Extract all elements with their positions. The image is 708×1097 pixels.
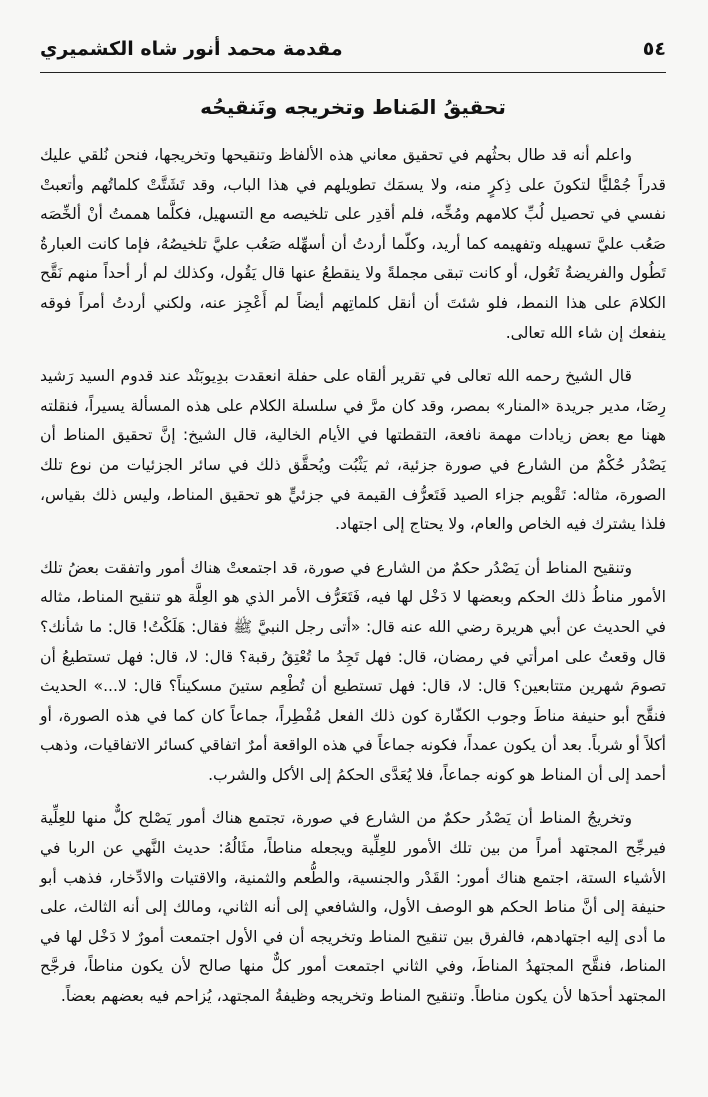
page-header bbox=[40, 38, 666, 70]
header-rule bbox=[40, 72, 666, 73]
body-text bbox=[40, 141, 666, 1012]
section-title: تحقيقُ المَناط وتخريجه وتَنقيحُه bbox=[200, 95, 506, 119]
paragraph-2: قال الشيخ رحمه الله تعالى في تقرير ألقاه على حفلة انعقدت بدِيوبَنْد عند قدوم السيد رَشيد رِضَا، مدير جريدة «المنار» بمصر، وقد كان مرَّ في سلسلة الكلام على هذه المسألة يسيراً، فنقلته ههنا مع بعض زيادات مهمة نافعة، التقطتها في الأيام الخالية، قال الشيخ: إنَّ تحقيق المناط أن يَصْدُر حُكْمٌ من الشارع في صورة جزئية، ثم يَثْبُت ويُحقَّق ذلك في سائر الجزئيات من نوع تلك الصورة، مثاله: تَقْويم جزاء الصيد فَتَعرُّف القيمة في جزئيٍّ هو تحقيق المناط، وليس ذلك بقياس، فلذا يشترك فيه الخاص والعام، ولا يحتاج إلى اجتهاد. bbox=[40, 367, 666, 534]
page-number: ٥٤ bbox=[642, 38, 666, 60]
paragraph-1: واعلم أنه قد طال بحثُهم في تحقيق معاني هذه الألفاظ وتنقيحها وتخريجها، فنحن نُلقي عليك قدراً جُمْليًّا لتكونَ على ذِكرٍ منه، ولا يسمَك تطويلهم في هذا الباب، وقد تَشَتَّتْ كلماتُهم وأتعبتْ نفسي في تحصيل لُبِّ كلامهم ومُخِّه، فلم أقدِر على تلخيصه مع التسهيل، فكلَّما هممتُ أنْ ألخِّصَه صَعُب عليَّ تسهيله وتفهيمه كما أريد، وكلّما أردتُ أن أسهِّله صَعُب عليَّ تلخيصُهُ، فإما كانت العبارةُ تَطُول والفريضةُ تَعُول، أو كانت تبقى مجملةً ولا ينقطعُ عنها قال يَقُول، وكذلك لم أر أحداً منهم نَقَّح الكلامَ على هذا النمط، فلو شئتَ أن أنقل كلماتِهم أيضاً لم أَعْجِز عنه، ولكني أردتُ أمراً فوقه ينفعك إن شاء الله تعالى. bbox=[40, 146, 666, 342]
running-title: مقدمة محمد أنور شاه الكشميري bbox=[40, 38, 343, 60]
paragraph-3: وتنقيح المناط أن يَصْدُر حكمٌ من الشارع في صورة، قد اجتمعتْ هناك أمور واتفقت بعضُ تلك الأمور مناطُ ذلك الحكم وبعضها لا دَخْل لها فيه، فَتَعَرُّف الأمر الذي هو العِلَّة هو تنقيح المناط، مثاله في الحديث عن أبي هريرة رضي الله عنه قال: «أتى رجل النبيَّ ﷺ فقال: هَلَكْتُ! قال: ما شأنك؟ قال وقعتُ على امرأتي في رمضان، قال: فهل تَجِدُ ما تُعْتِقُ رقبة؟ قال: لا، قال: فهل تستطيعُ أن تصومَ شهرين متتابعين؟ قال: لا، قال: فهل تستطيع أن تُطْعِم ستينَ مسكيناً؟ قال: لا...» الحديث فنقَّح أبو حنيفة مناطَ وجوب الكفّارة كون ذلك الفعل مُفْطِراً، جماعاً كان كما في هذه الصورة، أو أكلاً أو شرباً. بعد أن يكون عمداً، فكونه جماعاً في هذه الواقعة أمرٌ اتفاقي كسائر الاتفاقيات، وذهب أحمد إلى أن المناط هو كونه جماعاً، فلا يُعَدَّى الحكمُ إلى الأكل والشرب. bbox=[40, 558, 666, 784]
paragraph-4: وتخريجُ المناط أن يَصْدُر حكمٌ من الشارع في صورة، تجتمع هناك أمور يَصْلح كلٌّ منها للعِلِّية فيرجِّح المجتهد أمراً من بين تلك الأمور للعِلِّية ويجعله مناطاً، مثَالُهُ: حديث النَّهي عن الربا في الأشياء الستة، اجتمع هناك أمور: القَدْر والجنسية، والطُّعم والثمنية، والاقتيات والادِّخار، فذهب أبو حنيفة إلى أنَّ مناط الحكم هو الوصف الأول، والشافعي إلى أنه الثاني، ومالك إلى أنه الثالث، على ما أدى إليه اجتهادهم، فالفرق بين تنقيح المناط وتخريجه أن في الأول اجتمعت أمورٌ لا دَخْل لها في المناط، فنقَّح المجتهدُ المناطَ، وفي الثاني اجتمعت أمور كلٌّ منها صالح لأن يكون مناطاً، فرجَّح المجتهد أحدَها لأن يكون مناطاً. وتنقيح المناط وتخريجه وظيفةُ المجتهد، يُزاحم فيه بعضهم بعضاً. bbox=[40, 809, 666, 1006]
